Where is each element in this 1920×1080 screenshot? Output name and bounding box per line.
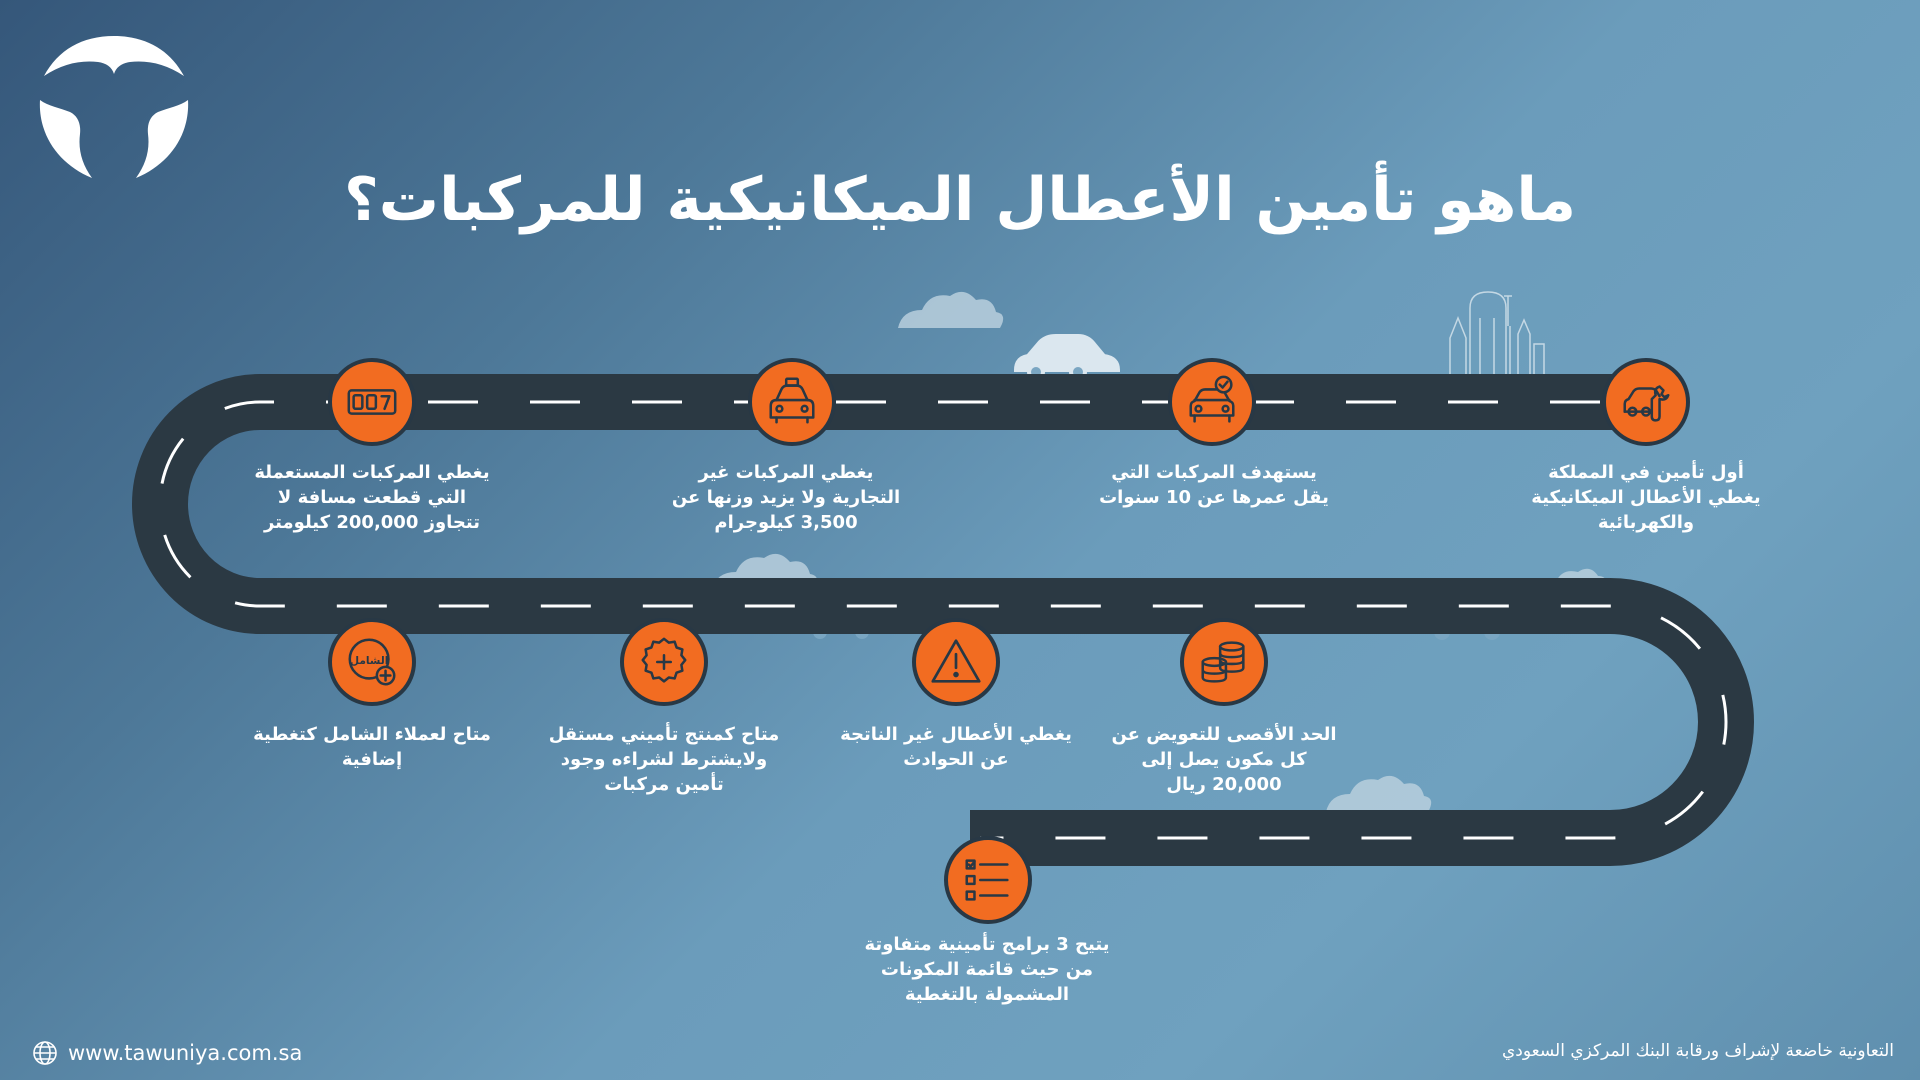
milestone-7-text: يغطي الأعطال غير الناتجة عن الحوادث (840, 724, 1072, 770)
skyline-decoration (1450, 292, 1544, 378)
footer-regulation-note: التعاونية خاضعة لإشراف ورقابة البنك المركزي السعودي (1501, 1041, 1894, 1061)
milestone-7-icon (912, 618, 1000, 706)
milestone-1-icon (1602, 358, 1690, 446)
globe-icon (32, 1040, 58, 1066)
milestone-9-icon (944, 836, 1032, 924)
shamel-plus-icon (343, 633, 401, 691)
odometer-icon (343, 373, 401, 431)
badge-plus-icon (635, 633, 693, 691)
milestone-6-icon (620, 618, 708, 706)
milestone-8-text: الحد الأقصى للتعويض عن كل مكون يصل إلى 20,000 ريال (1111, 724, 1337, 795)
warning-icon (927, 633, 985, 691)
car-decoration (1016, 336, 1118, 379)
milestone-3-icon (748, 358, 836, 446)
car-check-icon (1183, 373, 1241, 431)
cloud-decoration (898, 292, 1003, 328)
car-wrench-icon (1617, 373, 1675, 431)
milestone-6-text: متاح كمنتج تأميني مستقل ولايشترط لشراءه وجود تأمين مركبات (548, 724, 780, 795)
milestone-8-icon (1180, 618, 1268, 706)
checklist-icon (959, 851, 1017, 909)
footer-website[interactable] (32, 1040, 302, 1066)
tawuniya-logo-icon (34, 30, 194, 190)
milestone-1-text: أول تأمين في المملكة يغطي الأعطال الميكانيكية والكهربائية (1531, 462, 1761, 533)
website-link[interactable]: www.tawuniya.com.sa (68, 1041, 303, 1065)
milestone-4-text: يغطي المركبات المستعملة التي قطعت مسافة لا تتجاوز 200,000 كيلومتر (254, 462, 490, 533)
milestone-9-text: يتيح 3 برامج تأمينية متفاوتة من حيث قائمة المكونات المشمولة بالتغطية (864, 934, 1110, 1005)
milestone-5-icon (328, 618, 416, 706)
milestone-3-text: يغطي المركبات غير التجارية ولا يزيد وزنها عن 3,500 كيلوجرام (671, 462, 901, 533)
coins-icon (1195, 633, 1253, 691)
taxi-icon (763, 373, 821, 431)
shamel-icon-label: الشامل (349, 653, 389, 667)
milestone-4-icon (328, 358, 416, 446)
milestone-2-text: يستهدف المركبات التي يقل عمرها عن 10 سنوات (1099, 462, 1329, 508)
milestone-2-icon (1168, 358, 1256, 446)
page-title: ماهو تأمين الأعطال الميكانيكية للمركبات؟ (343, 165, 1577, 235)
milestone-5-text: متاح لعملاء الشامل كتغطية إضافية (253, 724, 491, 770)
